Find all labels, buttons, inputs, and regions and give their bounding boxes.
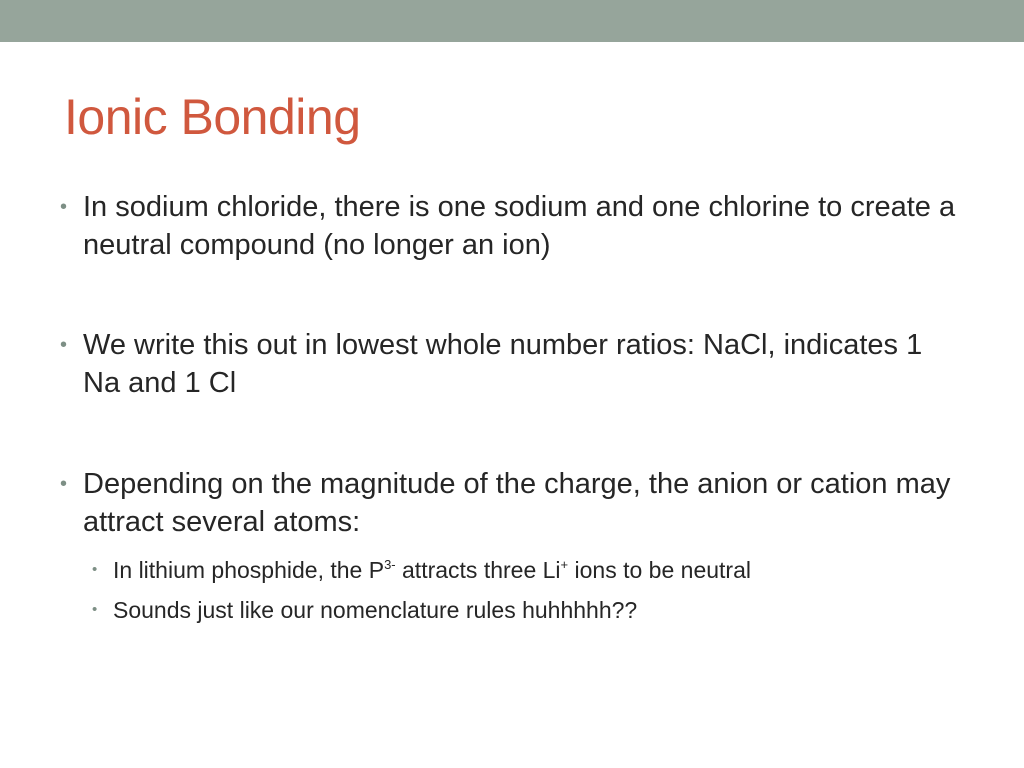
bullet-item-3 [60,465,960,541]
sub-bullet-text-part: In lithium phosphide, the P [113,557,385,583]
sub-bullet-text-part: ions to be neutral [568,557,751,583]
sub-bullet-text: Sounds just like our nomenclature rules huhhhhh?? [113,597,638,623]
sub-bullet-marker: • [92,561,98,578]
sub-bullet-text-part: attracts three Li [395,557,561,583]
bullet-text: In sodium chloride, there is one sodium and one chlorine to create a neutral compound (no longer an ion) [83,191,956,261]
bullet-text: We write this out in lowest whole number ratios: NaCl, indicates 1 Na and 1 Cl [83,329,923,399]
top-accent-bar [0,0,1024,42]
bullet-marker: • [60,196,68,218]
bullet-marker: • [60,473,68,495]
bullet-item-2 [60,326,960,402]
sub-bullet-marker: • [92,601,98,618]
bullet-marker: • [60,334,68,356]
sub-bullet-item-2 [92,594,972,626]
charge-superscript: + [560,557,569,572]
bullet-item-1 [60,188,960,264]
sub-bullet-text [113,554,972,586]
bullet-text: Depending on the magnitude of the charge, the anion or cation may attract several atoms: [83,468,951,538]
sub-bullet-item-1 [92,554,972,586]
slide-title: Ionic Bonding [64,89,361,145]
charge-superscript: 3- [384,557,396,572]
